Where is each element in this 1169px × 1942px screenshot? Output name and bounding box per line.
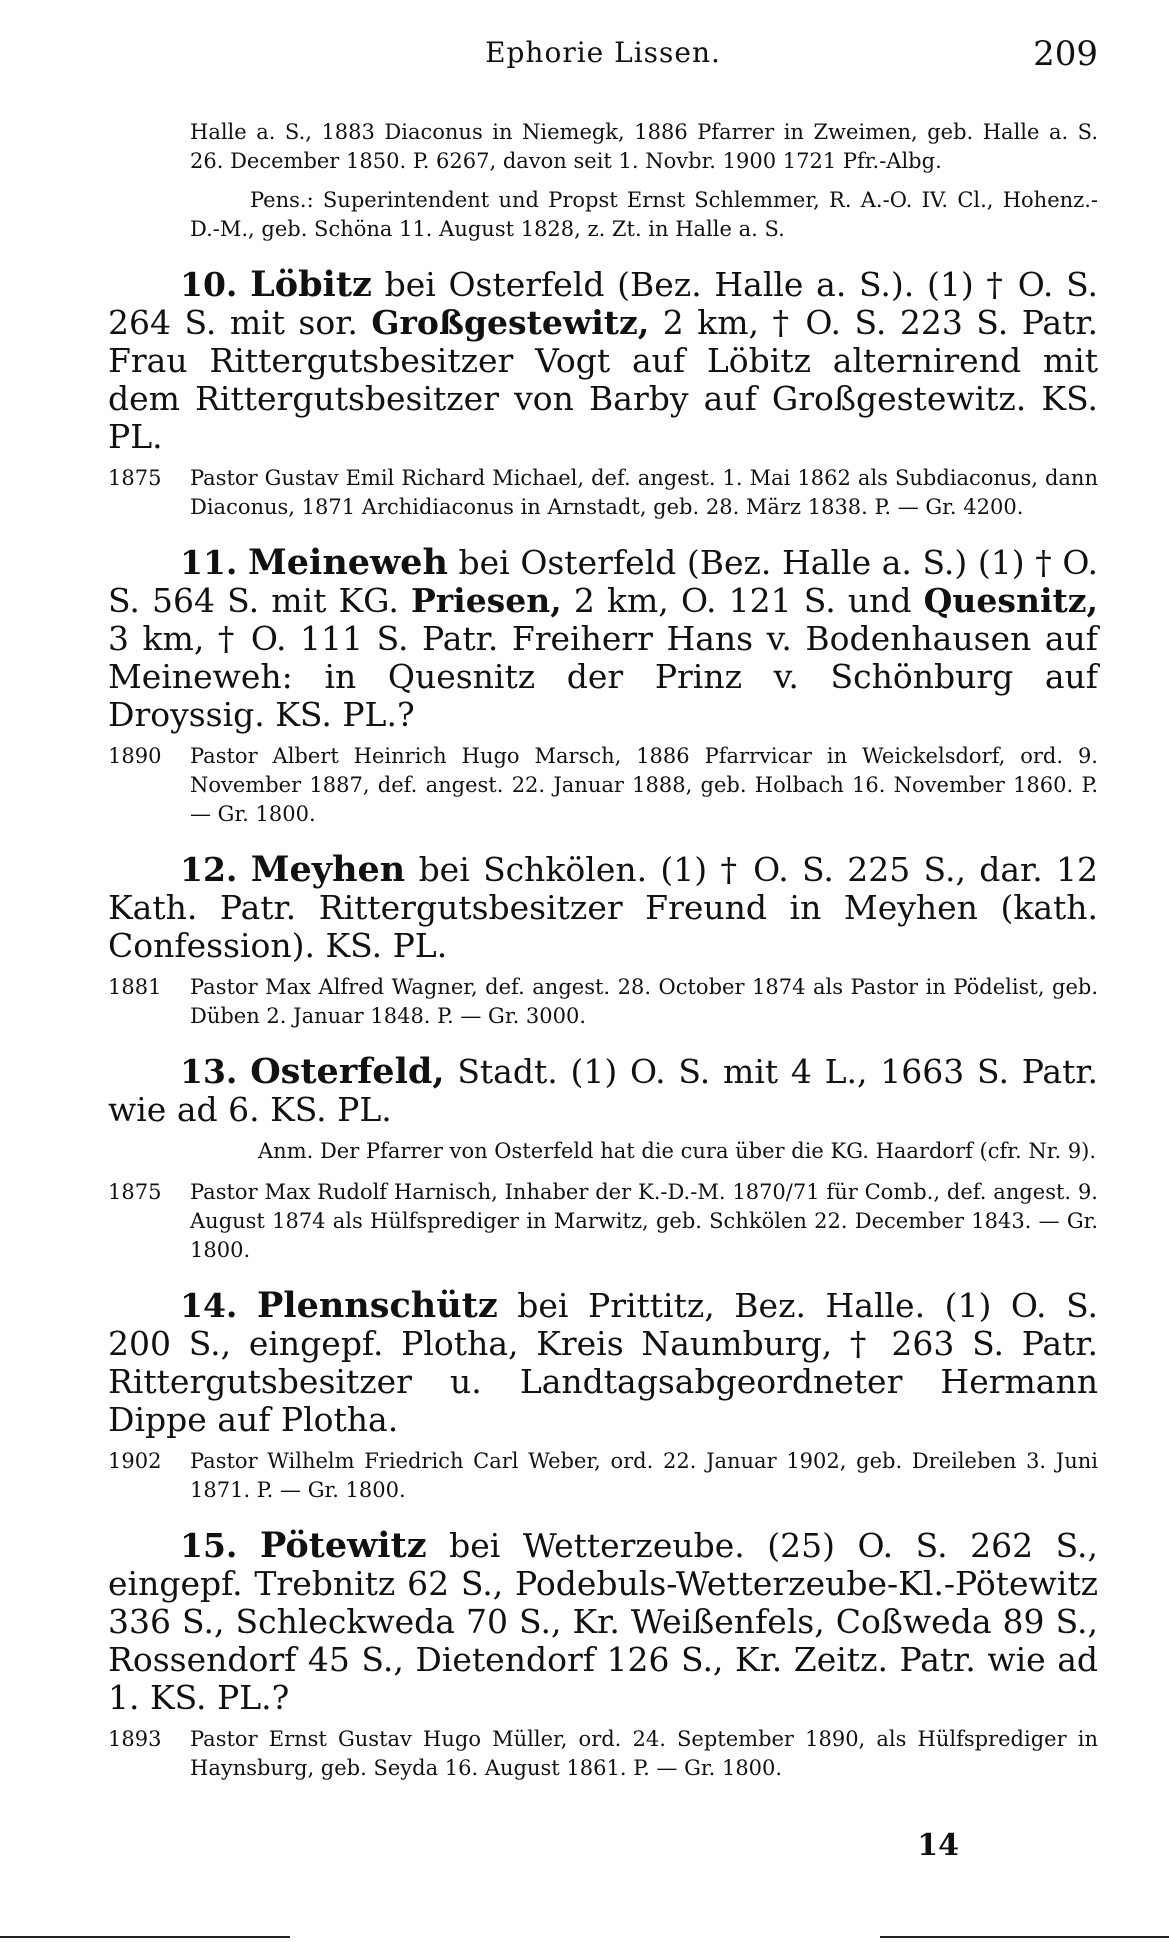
entry-name: Löbitz — [250, 264, 372, 305]
entry-text: bei Prittitz, Bez. Halle. (1) O. S. 200 S., eingepf. Plotha, Kreis Naumburg, † 263 S. Patr. Rittergutsbesitzer u. Landtagsabgeordneter Hermann Dippe auf Plotha. — [108, 1286, 1098, 1439]
pastor-text: Pastor Ernst Gustav Hugo Müller, ord. 24. September 1890, als Hülfsprediger in Haynsburg, geb. Seyda 16. August 1861. P. — Gr. 1800. — [190, 1727, 1098, 1780]
entry-number: 12. — [180, 850, 238, 889]
pastor-row — [108, 1178, 1098, 1265]
entry-name: Meineweh — [248, 542, 448, 583]
intro-pastor-text: Halle a. S., 1883 Diaconus in Niemegk, 1886 Pfarrer in Zweimen, geb. Halle a. S. 26. December 1850. P. 6267, davon seit 1. Novbr. 1900 1721 Pfr.-Albg. — [190, 120, 1098, 173]
pastor-row — [108, 1447, 1098, 1505]
entry-number: 13. — [180, 1052, 238, 1091]
intro-pension-note — [108, 186, 1098, 244]
entry-text-cont: 2 km, † O. S. 223 S. Patr. Frau Rittergutsbesitzer Vogt auf Löbitz alternirend mit dem Rittergutsbesitzer von Barby auf Großgestewitz. KS. PL. — [108, 303, 1098, 456]
parish-entry-14 — [108, 1287, 1098, 1439]
entry-text-cont: 2 km, O. 121 S. und — [573, 581, 912, 620]
pastor-text: Pastor Albert Heinrich Hugo Marsch, 1886 Pfarrvicar in Weickelsdorf, ord. 9. November 1887, def. angest. 22. Januar 1888, geb. Holbach 16. November 1860. P. — Gr. 1800. — [190, 744, 1098, 826]
entry-name: Pötewitz — [259, 1525, 427, 1566]
entry-number: 10. — [180, 265, 238, 304]
pastor-year: 1902 — [108, 1449, 162, 1473]
pastor-year: 1875 — [108, 466, 162, 490]
page-number: 209 — [1033, 34, 1098, 74]
pastor-year: 1890 — [108, 744, 162, 768]
pastor-year: 1881 — [108, 975, 162, 999]
parish-entry-12 — [108, 851, 1098, 965]
entry-text: bei Osterfeld (Bez. Halle a. S.) (1) † O. S. 564 S. mit KG. — [108, 543, 1098, 620]
signature-mark: 14 — [917, 1828, 959, 1863]
entry-number: 15. — [180, 1526, 238, 1565]
entry-number: 11. — [180, 543, 238, 582]
pastor-row — [108, 973, 1098, 1031]
entry-text: bei Schkölen. (1) † O. S. 225 S., dar. 12 Kath. Patr. Rittergutsbesitzer Freund in Meyhen (kath. Confession). KS. PL. — [108, 850, 1098, 965]
bottom-rule-left — [0, 1936, 290, 1938]
entry-text: bei Wetterzeube. (25) O. S. 262 S., eingepf. Trebnitz 62 S., Podebuls-Wetterzeube-Kl.-Pötewitz 336 S., Schleckweda 70 S., Kr. Weißenfels, Coßweda 89 S., Rossendorf 45 S., Dietendorf 126 S., Kr. Zeitz. Patr. wie ad 1. KS. PL.? — [108, 1526, 1098, 1717]
page-body — [108, 118, 1098, 1795]
pastor-row — [108, 464, 1098, 522]
entry-name: Osterfeld, — [250, 1051, 445, 1092]
entry-text: Stadt. (1) O. S. mit 4 L., 1663 S. Patr. wie ad 6. KS. PL. — [108, 1052, 1098, 1129]
page-header — [108, 28, 1098, 84]
pastor-text: Pastor Max Alfred Wagner, def. angest. 28. October 1874 als Pastor in Pödelist, geb. Düben 2. Januar 1848. P. — Gr. 3000. — [190, 975, 1098, 1028]
intro-pastor-continuation — [108, 118, 1098, 176]
entry-bold-place: Quesnitz, — [923, 581, 1098, 620]
pastor-year: 1875 — [108, 1180, 162, 1204]
pastor-year: 1893 — [108, 1727, 162, 1751]
entry-name: Meyhen — [250, 849, 406, 890]
pastor-text: Pastor Gustav Emil Richard Michael, def. angest. 1. Mai 1862 als Subdiaconus, dann Diaconus, 1871 Archidiaconus in Arnstadt, geb. 28. März 1838. P. — Gr. 4200. — [190, 466, 1098, 519]
entry-bold-place: Großgestewitz, — [371, 303, 650, 342]
entry-bold-place: Priesen, — [410, 581, 562, 620]
entry-text-cont: 3 km, † O. 111 S. Patr. Freiherr Hans v. Bodenhausen auf Meineweh: in Quesnitz der Prinz v. Schönburg auf Droyssig. KS. PL.? — [108, 619, 1098, 734]
pastor-row — [108, 1725, 1098, 1783]
parish-entry-11 — [108, 544, 1098, 734]
pastor-text: Pastor Wilhelm Friedrich Carl Weber, ord. 22. Januar 1902, geb. Dreileben 3. Juni 1871. P. — Gr. 1800. — [190, 1449, 1098, 1502]
entry-text: bei Osterfeld (Bez. Halle a. S.). (1) † O. S. 264 S. mit sor. — [108, 265, 1099, 342]
annotation-text: Anm. Der Pfarrer von Osterfeld hat die cura über die KG. Haardorf (cfr. Nr. 9). — [258, 1139, 1097, 1163]
parish-entry-10 — [108, 266, 1098, 456]
pastor-text: Pastor Max Rudolf Harnisch, Inhaber der K.-D.-M. 1870/71 für Comb., def. angest. 9. August 1874 als Hülfsprediger in Marwitz, geb. Schkölen 22. December 1843. — Gr. 1800. — [190, 1180, 1098, 1262]
entry-name: Plennschütz — [256, 1285, 498, 1326]
running-head: Ephorie Lissen. — [485, 36, 721, 69]
parish-entry-13 — [108, 1053, 1098, 1129]
entry-number: 14. — [180, 1286, 238, 1325]
parish-entry-15 — [108, 1527, 1098, 1717]
bottom-rule-right — [880, 1936, 1169, 1938]
pastor-row — [108, 742, 1098, 829]
annotation-note — [108, 1137, 1098, 1166]
intro-pens-text: Pens.: Superintendent und Propst Ernst Schlemmer, R. A.-O. IV. Cl., Hohenz.-D.-M., geb. Schöna 11. August 1828, z. Zt. in Halle a. S. — [190, 188, 1098, 241]
